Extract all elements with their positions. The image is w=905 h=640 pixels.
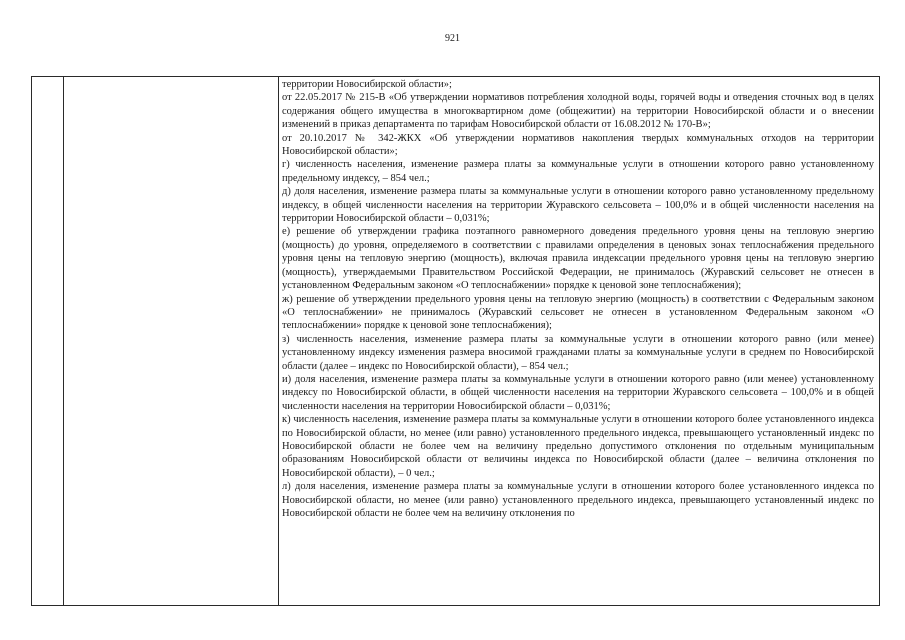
paragraph: л) доля населения, изменение размера платы за коммунальные услуги в отношении которого более установленного индекса по Новосибирской области, но менее (или равно) установленного предельного индекса, превышающего установленный индекс по Новосибирской области не более чем на величину отклонения по [282,481,874,519]
table-cell-number [32,77,64,605]
table-cell-subject [63,77,279,605]
table-cell-content [282,78,874,520]
paragraph: ж) решение об утверждении предельного уровня цены на тепловую энергию (мощность) в соответствии с Федеральным законом «О теплоснабжении» не принималось (Журавский сельсовет не отнесен в установленном Федеральным законом «О теплоснабжении» порядке к ценовой зоне теплоснабжения); [282,293,874,332]
paragraph: от 20.10.2017 № 342-ЖКХ «Об утверждении нормативов накопления твердых коммунальных отходов на территории Новосибирской области»; [282,132,874,158]
document-table [31,76,880,606]
page-number: 921 [445,33,460,44]
paragraph: к) численность населения, изменение размера платы за коммунальные услуги в отношении которого более установленного индекса по Новосибирской области, но менее (или равно) установленного предельного индекса, превышающего установленный индекс по Новосибирской области не более чем на величину предельно допустимого отклонения по отдельным муниципальным образованиям Новосибирской области от величины индекса по Новосибирской области (далее – величина отклонения по Новосибирской области), – 0 чел.; [282,414,874,479]
paragraph: территории Новосибирской области»; [282,79,452,90]
paragraph: з) численность населения, изменение размера платы за коммунальные услуги в отношении которого равно (или менее) установленному индексу изменения размера вносимой гражданами платы за коммунальные услуги в среднем по Новосибирской области (далее – индекс по Новосибирской области), – 854 чел.; [282,333,874,372]
paragraph: и) доля населения, изменение размера платы за коммунальные услуги в отношении которого равно (или менее) установленному индексу по Новосибирской области, в общей численности населения на территории Журавского сельсовета – 100,0% и в общей численности населения на территории Новосибирской области – 0,031%; [282,373,874,412]
paragraph: д) доля населения, изменение размера платы за коммунальные услуги в отношении которого равно установленному предельному индексу, в общей численности населения на территории Журавского сельсовета – 100,0% и в общей численности населения на территории Новосибирской области – 0,031%; [282,186,874,225]
paragraph: от 22.05.2017 № 215-В «Об утверждении нормативов потребления холодной воды, горячей воды и отведения сточных вод в целях содержания общего имущества в многоквартирном доме (общежитии) на территории Новосибирской области и о внесении изменений в приказ департамента по тарифам Новосибирской области от 16.08.2012 № 170-В»; [282,92,874,131]
paragraph: г) численность населения, изменение размера платы за коммунальные услуги в отношении которого равно установленному предельному индексу, – 854 чел.; [282,159,874,184]
paragraph: е) решение об утверждении графика поэтапного равномерного доведения предельного уровня цены на тепловую энергию (мощность) до уровня, определяемого в соответствии с правилами определения в ценовых зонах теплоснабжения предельного уровня цены на тепловую энергию (мощность), включая правила индексации предельного уровня цены на тепловую энергию (мощность), утверждаемыми Правительством Российской Федерации, не принималось (Журавский сельсовет не отнесен в установленном Федеральным законом «О теплоснабжении» порядке к ценовой зоне теплоснабжения); [282,226,874,292]
